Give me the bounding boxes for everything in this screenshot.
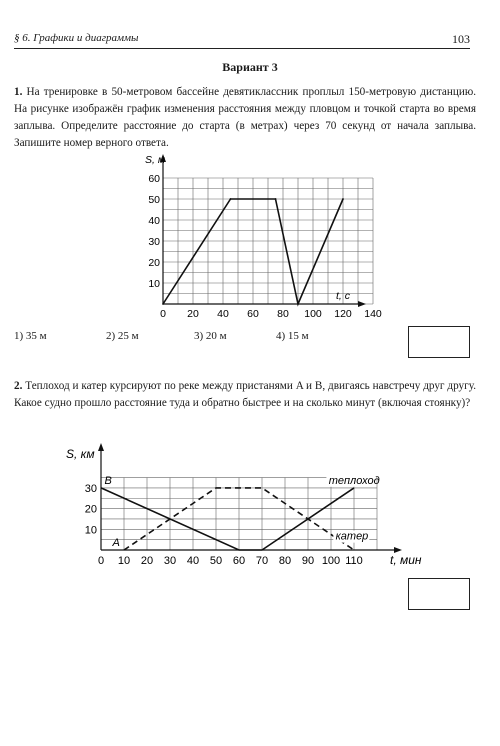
x-tick-label: 110 xyxy=(345,555,363,567)
y-tick-label: 10 xyxy=(84,524,97,537)
y-tick-label: 30 xyxy=(148,236,160,248)
chart-2 xyxy=(60,440,440,576)
x-tick-label: 60 xyxy=(247,308,259,320)
task-2-body: Теплоход и катер курсируют по реке между пристанями A и B, двигаясь навстречу друг другу. Какое судно прошло расстояние туда и обратно быстрее и на сколько минут (включая стоянку)? xyxy=(14,380,476,409)
x-tick-label: 60 xyxy=(232,555,246,567)
x-tick-label: 80 xyxy=(278,555,292,567)
answer-box-2[interactable] xyxy=(408,578,470,610)
series-label-ship: теплоход xyxy=(328,474,380,487)
y-axis-label: S, км xyxy=(66,447,95,461)
x-tick-label: 140 xyxy=(364,308,382,320)
x-tick-label: 50 xyxy=(209,555,223,567)
x-tick-label: 20 xyxy=(187,308,199,320)
option-4[interactable]: 4) 15 м xyxy=(276,330,309,342)
x-tick-label: 90 xyxy=(301,555,315,567)
point-label-b: B xyxy=(104,474,112,487)
x-tick-label: 0 xyxy=(97,555,105,567)
task-1-number: 1. xyxy=(14,86,23,98)
x-axis-arrow xyxy=(358,301,366,307)
data-point xyxy=(162,303,164,305)
task-1-body: На тренировке в 50-метровом бассейне девятиклассник проплыл 150-метровую дистанцию. На рисунке изображён график изменения расстояния между пловцом и точкой старта во время заплыва. Определите расстояние до старта (в метрах) через 70 секунд от начала заплыва. Запишите номер верного ответа. xyxy=(14,86,477,149)
x-tick-label: 100 xyxy=(321,555,341,567)
x-tick-label: 0 xyxy=(160,308,166,320)
option-1[interactable]: 1) 35 м xyxy=(14,330,47,342)
answer-box-1[interactable] xyxy=(408,326,470,358)
x-tick-label: 100 xyxy=(304,308,322,320)
x-axis-label: t, мин xyxy=(390,553,422,567)
data-point xyxy=(275,198,277,200)
x-tick-label: 120 xyxy=(334,308,352,320)
x-tick-label: 10 xyxy=(117,555,131,567)
y-axis-label: S, м xyxy=(145,154,166,166)
y-tick-label: 20 xyxy=(84,503,97,516)
x-tick-label: 70 xyxy=(255,555,269,567)
page-header xyxy=(14,30,470,49)
option-2[interactable]: 2) 25 м xyxy=(106,330,139,342)
x-tick-label: 40 xyxy=(217,308,229,320)
chart-1 xyxy=(130,152,382,324)
y-tick-label: 40 xyxy=(148,215,160,227)
series-label-boat: катер xyxy=(335,530,369,543)
y-tick-label: 10 xyxy=(148,278,160,290)
data-point xyxy=(230,198,232,200)
task-2-text xyxy=(14,378,476,412)
section-title: § 6. Графики и диаграммы xyxy=(14,32,139,44)
task-2-number: 2. xyxy=(14,380,23,392)
y-tick-label: 30 xyxy=(84,482,97,495)
x-tick-label: 30 xyxy=(163,555,177,567)
task-1-text xyxy=(14,84,476,152)
x-tick-label: 40 xyxy=(186,555,200,567)
x-tick-label: 80 xyxy=(277,308,289,320)
x-tick-label: 20 xyxy=(140,555,154,567)
page-number: 103 xyxy=(452,32,470,46)
x-axis-label: t, с xyxy=(336,290,351,302)
variant-title: Вариант 3 xyxy=(222,60,278,74)
y-tick-label: 50 xyxy=(148,194,160,206)
y-axis-arrow xyxy=(98,443,104,451)
y-tick-label: 20 xyxy=(148,257,160,269)
option-3[interactable]: 3) 20 м xyxy=(194,330,227,342)
point-label-a: A xyxy=(112,537,120,549)
y-tick-label: 60 xyxy=(148,173,160,185)
data-point xyxy=(342,198,344,200)
data-point xyxy=(297,303,299,305)
